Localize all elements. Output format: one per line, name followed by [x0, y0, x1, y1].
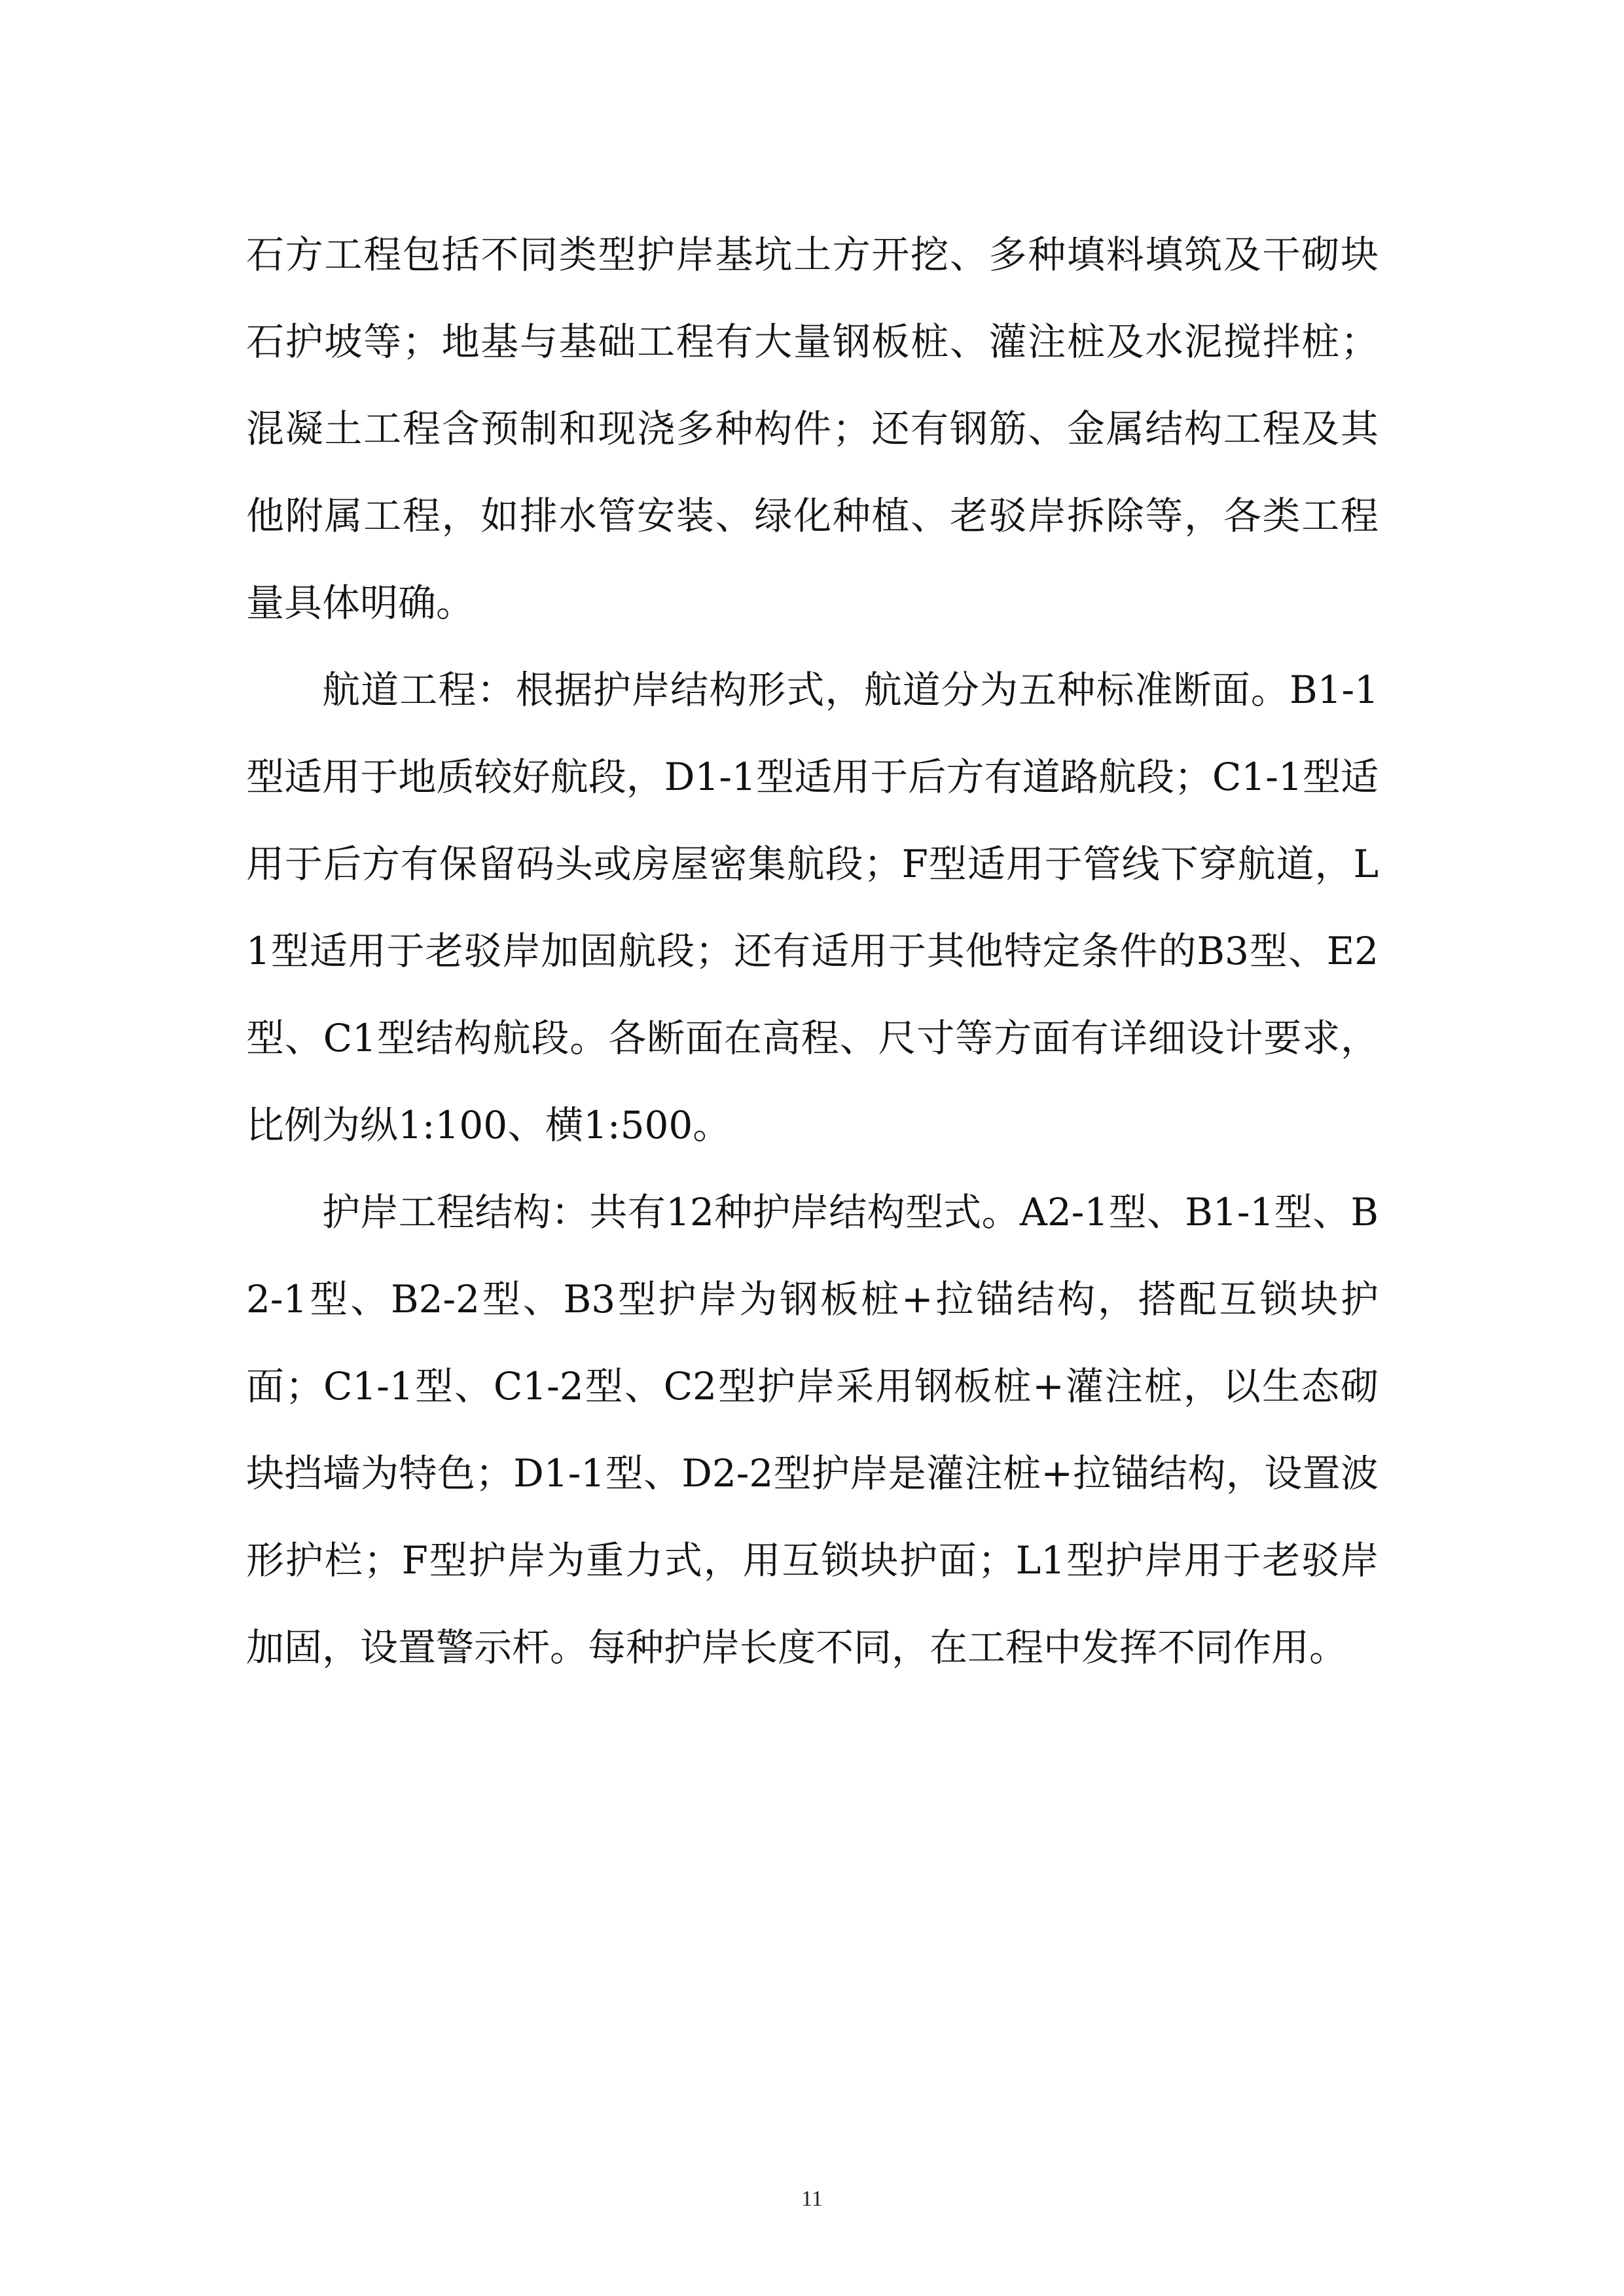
paragraph-channel-engineering: 航道工程：根据护岸结构形式，航道分为五种标准断面。B1-1型适用于地质较好航段，D1-1型适用于后方有道路航段；C1-1型适用于后方有保留码头或房屋密集航段；F型适用于管线下穿航道，L1型适用于老驳岸加固航段；还有适用于其他特定条件的B3型、E2型、C1型结构航段。各断面在高程、尺寸等方面有详细设计要求，比例为纵1:100、横1:500。 — [246, 668, 1379, 1147]
paragraph-earthwork-continuation: 石方工程包括不同类型护岸基坑土方开挖、多种填料填筑及干砌块石护坡等；地基与基础工程有大量钢板桩、灌注桩及水泥搅拌桩；混凝土工程含预制和现浇多种构件；还有钢筋、金属结构工程及其他附属工程，如排水管安装、绿化种植、老驳岸拆除等，各类工程量具体明确。 — [246, 232, 1379, 625]
body-text — [246, 211, 1379, 1691]
paragraph-revetment-structure: 护岸工程结构：共有12种护岸结构型式。A2-1型、B1-1型、B2-1型、B2-2型、B3型护岸为钢板桩+拉锚结构，搭配互锁块护面；C1-1型、C1-2型、C2型护岸采用钢板桩+灌注桩，以生态砌块挡墙为特色；D1-1型、D2-2型护岸是灌注桩+拉锚结构，设置波形护栏；F型护岸为重力式，用互锁块护面；L1型护岸用于老驳岸加固，设置警示杆。每种护岸长度不同，在工程中发挥不同作用。 — [246, 1190, 1379, 1670]
page-number: 11 — [801, 2187, 823, 2211]
